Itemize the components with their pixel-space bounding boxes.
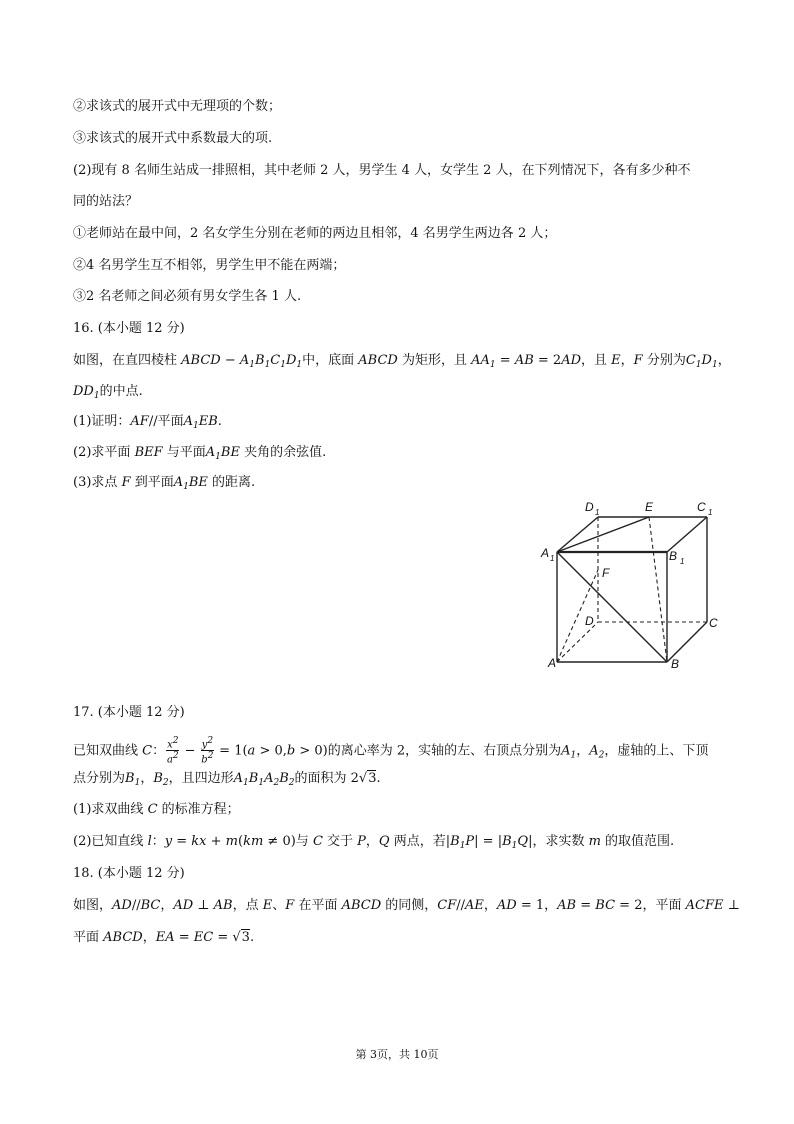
label-d1-sub: 1 bbox=[595, 508, 600, 517]
line-q15-part2-3: ③2 名老师之间必须有男女学生各 1 人. bbox=[73, 289, 302, 304]
label-b: B bbox=[671, 657, 680, 671]
line-q15-part2-1: ①老师站在最中间，2 名女学生分别在老师的两边且相邻，4 名男学生两边各 2 人； bbox=[73, 226, 557, 241]
label-f: F bbox=[602, 566, 610, 580]
edge-a-d bbox=[557, 622, 598, 662]
label-b1: B bbox=[669, 549, 678, 563]
q16-intro: 如图，在直四棱柱 ABCD − $A_1B_1C_1D_1$中，底面 ABCD 为矩形，且 $AA_1$ = AB = 2AD，且 E，F 分别为$C_1D_1$， bbox=[73, 353, 731, 370]
q17-intro-cont: 点分别为$B_1$，$B_2$，且四边形$A_1B_1A_2B_2$的面积为 2√3. bbox=[73, 771, 381, 788]
prism-figure bbox=[535, 495, 725, 680]
q17-intro: 已知双曲线 C： $\frac{x^2}{a^2}$ − $\frac{y^2}{b^2}$ = 1(a > 0,b > 0)的离心率为 2，实轴的左、右顶点分别为$A_1$，$A_2$，虚轴的上、下顶 bbox=[73, 736, 709, 766]
q16-part3: (3)求点 F 到平面$A_1BE$ 的距离. bbox=[73, 475, 256, 492]
label-a: A bbox=[548, 656, 557, 670]
label-b1-sub: 1 bbox=[680, 557, 685, 566]
page-footer: 第 3页，共 10页 bbox=[355, 1048, 439, 1061]
q17-header: 17. (本小题 12 分) bbox=[73, 705, 185, 720]
label-c1-sub: 1 bbox=[708, 508, 713, 517]
q18-intro: 如图，AD//BC，AD ⊥ AB，点 E、F 在平面 ABCD 的同侧，CF//AE，AD = 1，AB = BC = 2，平面 ACFE ⊥ bbox=[73, 898, 740, 913]
line-q15-part2-2: ②4 名男学生互不相邻，男学生甲不能在两端； bbox=[73, 258, 346, 273]
label-a1-sub: 1 bbox=[550, 554, 555, 563]
line-q15-2: ②求该式的展开式中无理项的个数； bbox=[73, 99, 282, 114]
edge-a1-e bbox=[557, 517, 649, 552]
label-d1: D bbox=[585, 500, 594, 514]
q18-header: 18. (本小题 12 分) bbox=[73, 866, 185, 881]
q16-header: 16. (本小题 12 分) bbox=[73, 321, 185, 336]
line-q15-part2: (2)现有 8 名师生站成一排照相，其中老师 2 人，男学生 4 人，女学生 2 人，在下列情况下，各有多少种不 bbox=[73, 163, 691, 178]
label-a1: A bbox=[541, 546, 550, 560]
q16-intro-cont: $DD_1$的中点. bbox=[73, 384, 143, 401]
edge-e-b bbox=[649, 517, 667, 662]
q16-part1: (1)证明：AF//平面$A_1EB$. bbox=[73, 414, 222, 431]
q16-part2: (2)求平面 BEF 与平面$A_1BE$ 夹角的余弦值. bbox=[73, 445, 327, 462]
label-c: C bbox=[709, 616, 718, 630]
edge-a1-d1 bbox=[557, 517, 598, 552]
q18-intro-cont: 平面 ABCD，EA = EC = √3. bbox=[73, 930, 255, 945]
q17-part1: (1)求双曲线 C 的标准方程； bbox=[73, 802, 240, 817]
line-q15-3: ③求该式的展开式中系数最大的项. bbox=[73, 131, 273, 146]
edge-b-c bbox=[667, 622, 707, 662]
edge-b1-c1 bbox=[667, 517, 707, 552]
line-q15-part2-cont: 同的站法？ bbox=[73, 194, 139, 209]
label-d: D bbox=[585, 614, 594, 628]
label-e: E bbox=[645, 500, 654, 514]
q17-part2: (2)已知直线 l：y = kx + m(km ≠ 0)与 C 交于 P，Q 两点，若$|B_1P| = |B_1Q|$，求实数 m 的取值范围. bbox=[73, 834, 675, 851]
label-c1: C bbox=[697, 500, 706, 514]
